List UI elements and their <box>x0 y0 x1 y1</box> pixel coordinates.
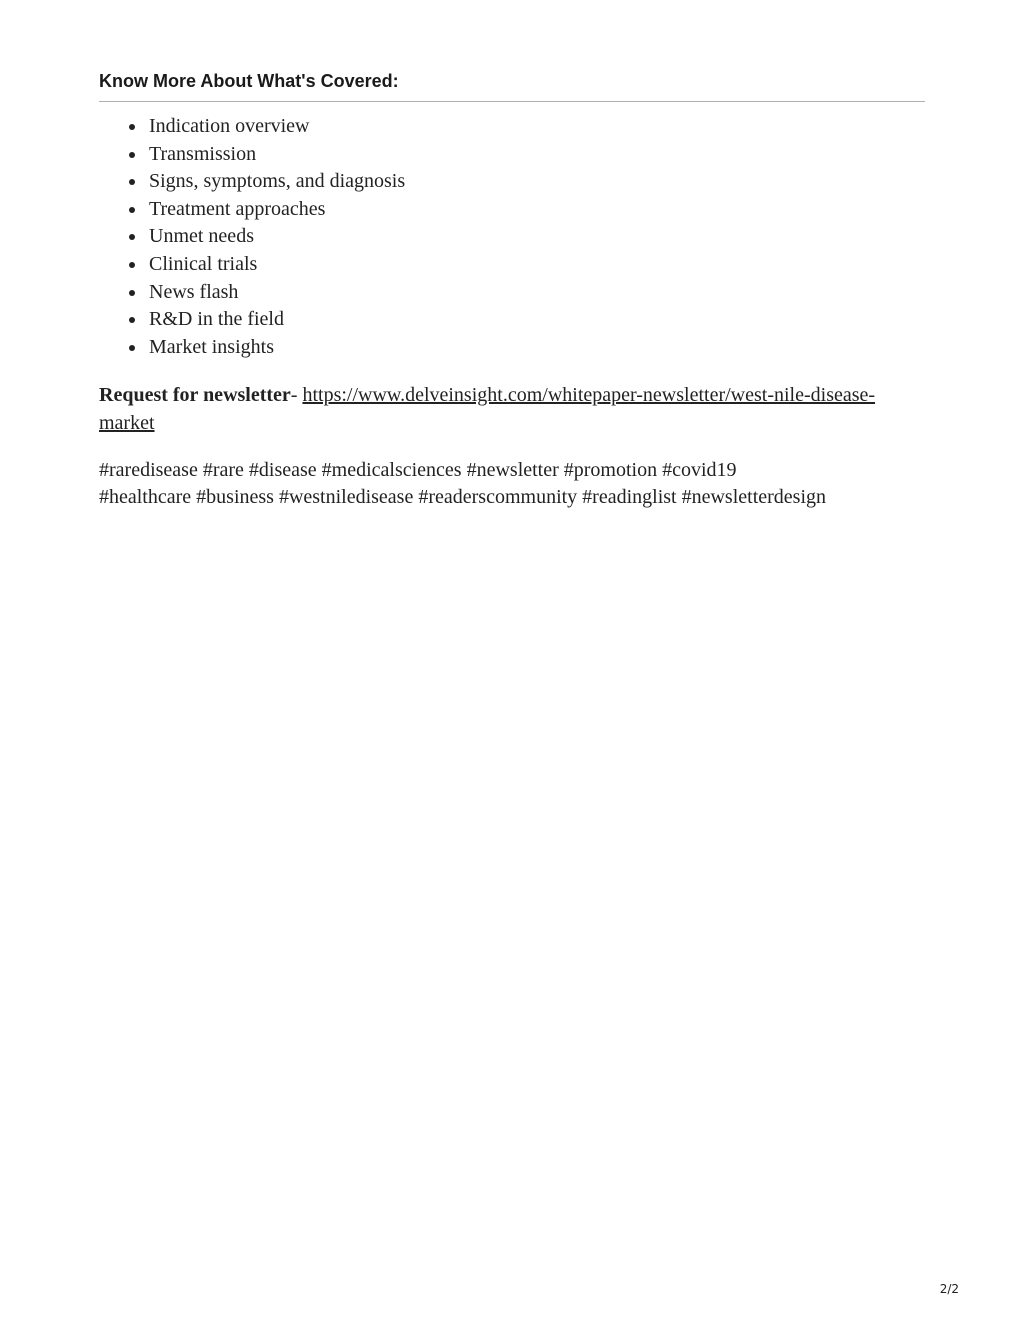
document-page <box>99 68 925 512</box>
request-separator: - <box>290 384 303 407</box>
list-item: Transmission <box>149 141 925 169</box>
newsletter-request <box>99 382 925 437</box>
list-item: R&D in the field <box>149 306 925 334</box>
list-item: Market insights <box>149 334 925 362</box>
newsletter-link[interactable]: https://www.delveinsight.com/whitepaper-newsletter/west-nile-disease-market <box>99 384 876 434</box>
list-item: Unmet needs <box>149 223 925 251</box>
list-item: News flash <box>149 279 925 307</box>
hashtags-line-2: #healthcare #business #westniledisease #readerscommunity #readinglist #newsletterdesign <box>99 486 827 509</box>
covered-topics-list <box>99 113 925 361</box>
section-heading: Know More About What's Covered: <box>99 68 925 102</box>
hashtags-line-1: #raredisease #rare #disease #medicalsciences #newsletter #promotion #covid19 <box>99 458 737 481</box>
list-item: Treatment approaches <box>149 196 925 224</box>
list-item: Clinical trials <box>149 251 925 279</box>
page-number: 2/2 <box>939 1282 959 1296</box>
request-label: Request for newsletter <box>99 384 291 407</box>
list-item: Indication overview <box>149 113 925 141</box>
hashtags <box>99 457 925 512</box>
list-item: Signs, symptoms, and diagnosis <box>149 168 925 196</box>
